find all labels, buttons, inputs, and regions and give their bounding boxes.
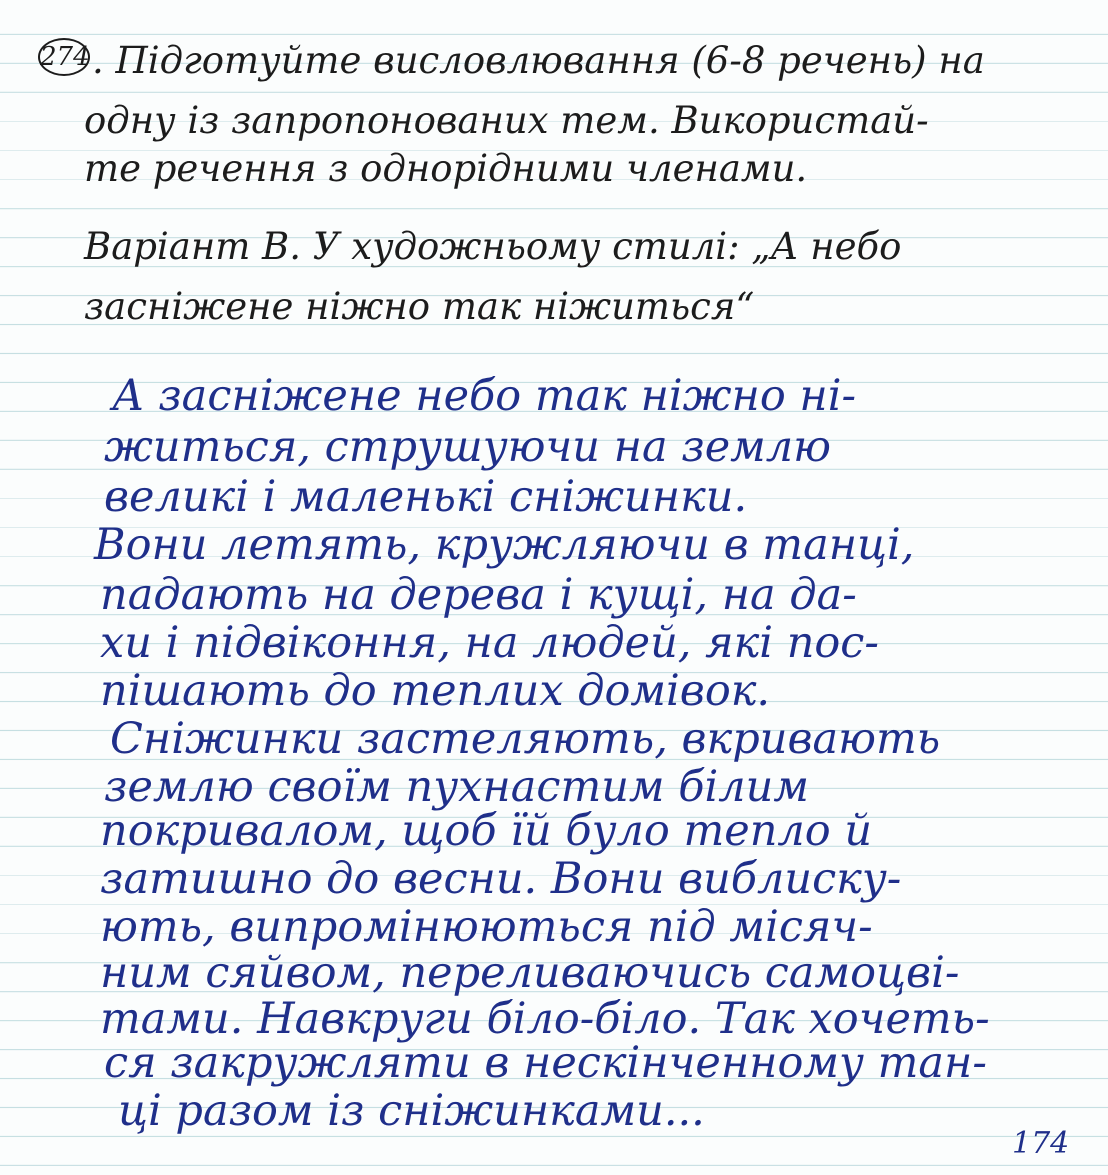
task-instruction-line-1: . Підготуйте висловлювання (6-8 речень) на [92,39,985,82]
variant-line-2: засніжене ніжно так ніжиться“ [84,285,755,328]
essay-line-1: А засніжене небо так ніжно ні- [112,371,857,421]
essay-line-7: пішають до теплих домівок. [100,666,771,716]
variant-line-1: Варіант В. У художньому стилі: „А небо [84,225,902,268]
essay-line-14: тами. Навкруги біло-біло. Так хочеть- [100,994,990,1044]
essay-line-4: Вони летять, кружляючи в танці, [94,520,915,570]
essay-line-10: покривалом, щоб їй було тепло й [100,806,873,856]
task-number: 274 [38,38,90,76]
page-number: 174 [1012,1126,1070,1161]
essay-line-16: ці разом із сніжинками... [118,1086,705,1136]
essay-line-11: затишно до весни. Вони виблиску- [100,854,902,904]
essay-line-5: падають на дерева і кущі, на да- [100,570,857,620]
essay-line-13: ним сяйвом, переливаючись самоцві- [100,948,960,998]
essay-line-15: ся закружляти в нескінченному тан- [104,1038,987,1088]
essay-line-8: Сніжинки застеляють, вкривають [110,714,941,764]
essay-line-9: землю своїм пухнастим білим [104,762,809,812]
task-instruction-line-2: одну із запропонованих тем. Використай- [84,99,929,142]
essay-line-12: ють, випромінюються під місяч- [100,902,873,952]
task-instruction-line-3: те речення з однорідними членами. [84,147,808,190]
essay-line-6: хи і підвіконня, на людей, які пос- [100,618,879,668]
essay-line-3: великі і маленькі сніжинки. [104,472,748,522]
essay-line-2: житься, струшуючи на землю [104,422,832,472]
